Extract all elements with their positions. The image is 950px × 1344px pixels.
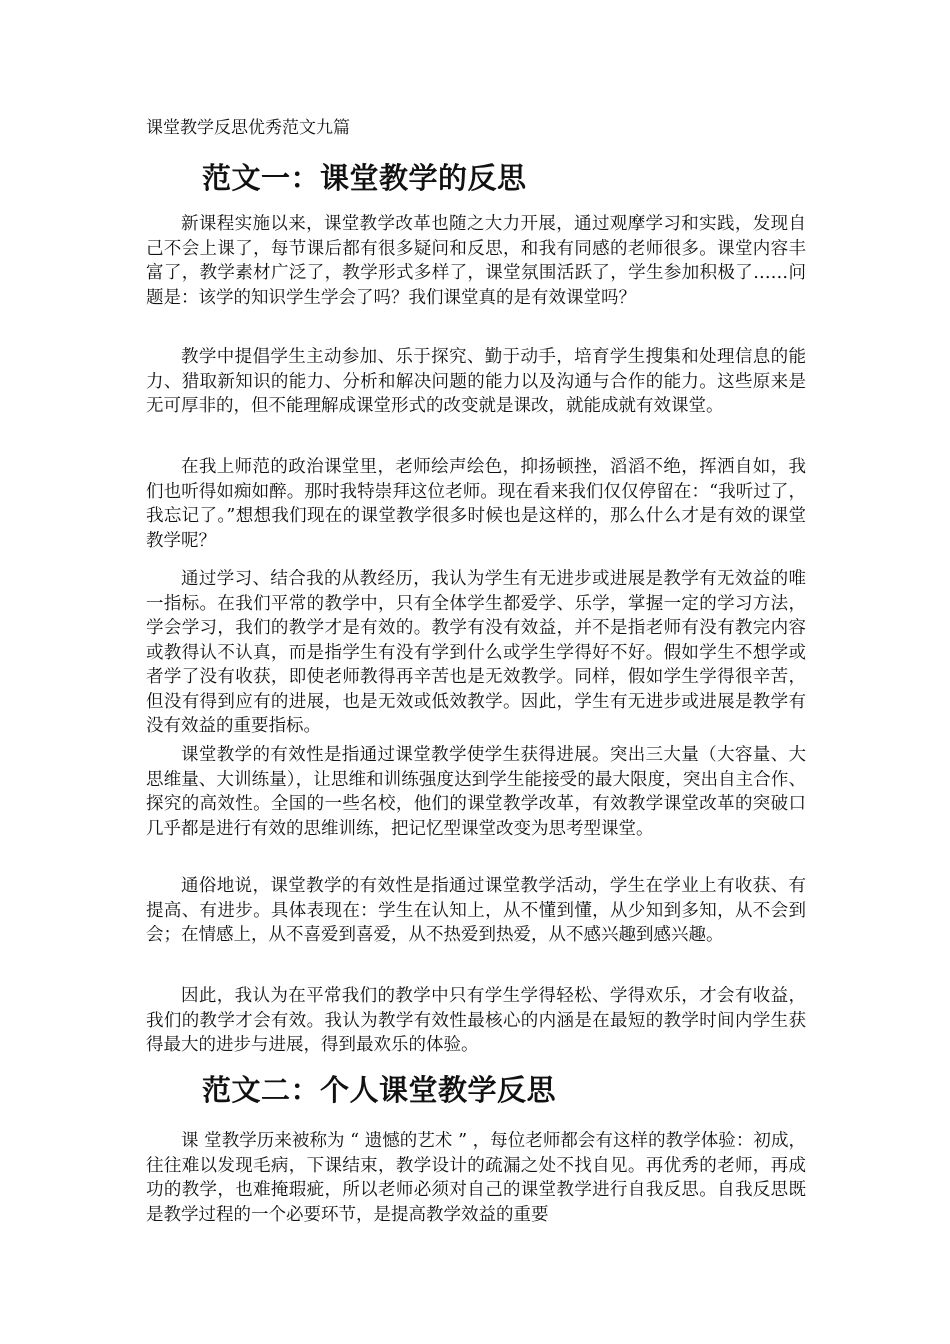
paragraph: 教学中提倡学生主动参加、乐于探究、勤于动手，培育学生搜集和处理信息的能力、猎取新知识的能力、分析和解决问题的能力以及沟通与合作的能力。这些原来是无可厚非的，但不能理解成课堂形式的改变就是课改，就能成就有效课堂。 xyxy=(146,347,806,416)
paragraph: 在我上师范的政治课堂里，老师绘声绘色，抑扬顿挫，滔滔不绝，挥洒自如，我们也听得如痴如醉。那时我特崇拜这位老师。现在看来我们仅仅停留在：“我听过了，我忘记了。”想想我们现在的课堂教学很多时候也是这样的，那么什么才是有效的课堂教学呢？ xyxy=(146,457,806,551)
paragraph: 通过学习、结合我的从教经历，我认为学生有无进步或进展是教学有无效益的唯一指标。在我们平常的教学中，只有全体学生都爱学、乐学，掌握一定的学习方法，学会学习，我们的教学才是有效的。教学有没有效益，并不是指老师有没有教完内容或教得认不认真，而是指学生有没有学到什么或学生学得好不好。假如学生不想学或者学了没有收获，即使老师教得再辛苦也是无效教学。同样，假如学生学得很辛苦，但没有得到应有的进展，也是无效或低效教学。因此，学生有无进步或进展是教学有没有效益的重要指标。 xyxy=(146,569,806,736)
paragraph: 课堂教学的有效性是指通过课堂教学使学生获得进展。突出三大量（大容量、大思维量、大训练量），让思维和训练强度达到学生能接受的最大限度，突出自主合作、探究的高效性。全国的一些名校，他们的课堂教学改革，有效教学课堂改革的突破口几乎都是进行有效的思维训练，把记忆型课堂改变为思考型课堂。 xyxy=(146,745,806,839)
paragraph: 课 堂教学历来被称为 “ 遗憾的艺术 ” ，每位老师都会有这样的教学体验：初成，往往难以发现毛病，下课结束，教学设计的疏漏之处不找自见。再优秀的老师，再成功的教学，也难掩瑕疵，所以老师必须对自己的课堂教学进行自我反思。自我反思既是教学过程的一个必要环节，是提高教学效益的重要 xyxy=(146,1131,806,1225)
paragraph: 因此，我认为在平常我们的教学中只有学生学得轻松、学得欢乐，才会有收益，我们的教学才会有效。我认为教学有效性最核心的内涵是在最短的教学时间内学生获得最大的进步与进展，得到最欢乐的体验。 xyxy=(146,986,806,1055)
paragraph: 新课程实施以来，课堂教学改革也随之大力开展，通过观摩学习和实践，发现自己不会上课了，每节课后都有很多疑问和反思，和我有同感的老师很多。课堂内容丰富了，教学素材广泛了，教学形式多样了，课堂氛围活跃了，学生参加积极了……问题是：该学的知识学生学会了吗？我们课堂真的是有效课堂吗？ xyxy=(146,214,806,308)
section-heading-2: 范文二：个人课堂教学反思 xyxy=(202,1073,557,1107)
document-title: 课堂教学反思优秀范文九篇 xyxy=(146,118,350,138)
paragraph: 通俗地说，课堂教学的有效性是指通过课堂教学活动，学生在学业上有收获、有提高、有进步。具体表现在：学生在认知上，从不懂到懂，从少知到多知，从不会到会；在情感上，从不喜爱到喜爱，从不热爱到热爱，从不感兴趣到感兴趣。 xyxy=(146,876,806,945)
section-heading-1: 范文一：课堂教学的反思 xyxy=(202,161,527,195)
